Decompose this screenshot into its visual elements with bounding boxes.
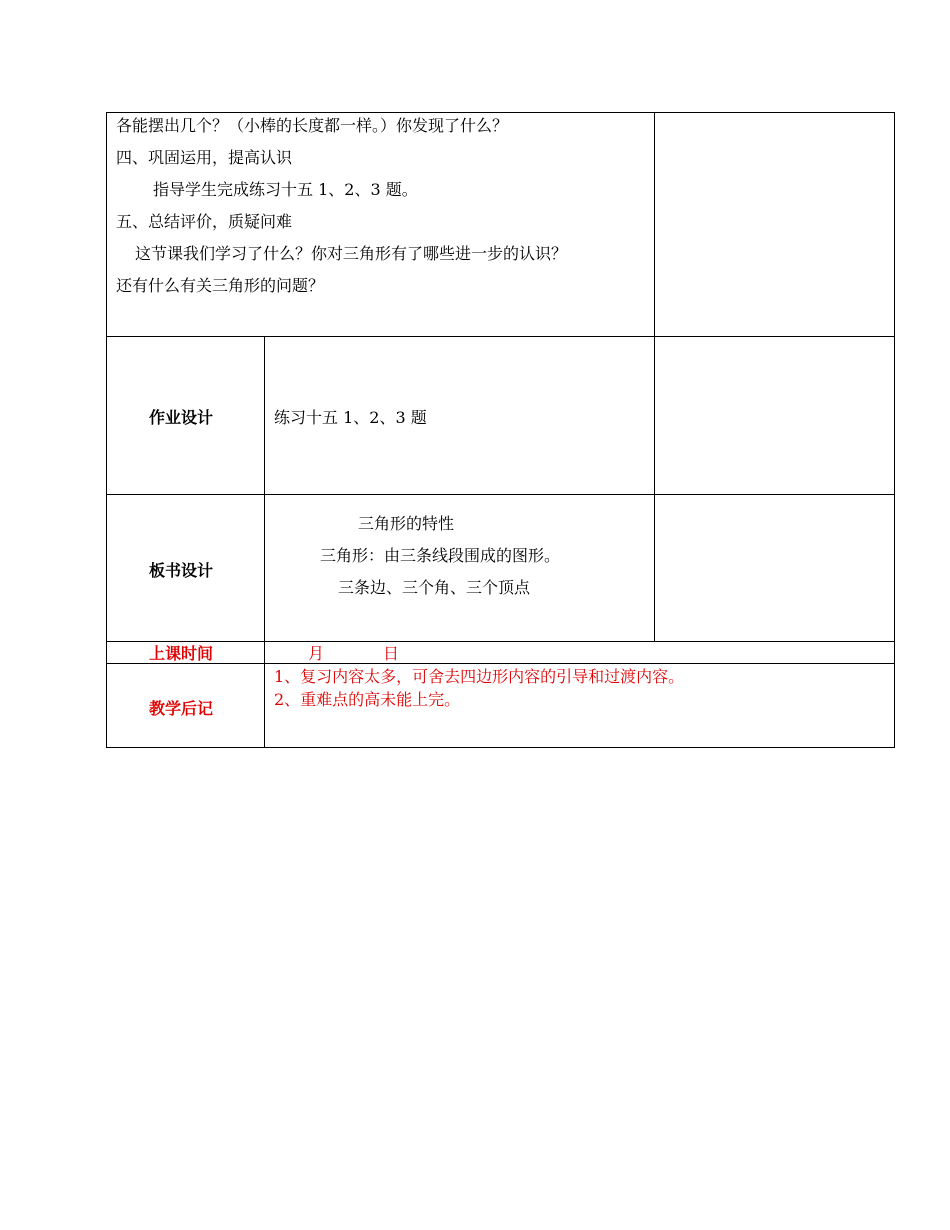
reflection-line: 1、复习内容太多，可舍去四边形内容的引导和过渡内容。 xyxy=(274,667,685,686)
top-text-line: 指导学生完成练习十五 1、2、3 题。 xyxy=(153,180,418,199)
top-text-line: 还有什么有关三角形的问题？ xyxy=(116,276,325,295)
column-divider xyxy=(654,112,655,642)
top-text-line: 这节课我们学习了什么？你对三角形有了哪些进一步的认识？ xyxy=(135,244,568,263)
table-left-border xyxy=(106,112,107,748)
homework-label: 作业设计 xyxy=(149,408,214,427)
row-divider xyxy=(106,494,895,495)
board-label: 板书设计 xyxy=(149,561,214,580)
table-bottom-border xyxy=(106,747,895,748)
top-text-line: 各能摆出几个？（小棒的长度都一样。）你发现了什么？ xyxy=(116,116,509,135)
top-text-line: 五、总结评价，质疑问难 xyxy=(116,212,293,231)
table-top-border xyxy=(106,112,895,113)
class-time-month: 月 xyxy=(308,644,325,663)
row-divider xyxy=(106,336,895,337)
row-divider xyxy=(106,641,895,642)
board-line: 三角形：由三条线段围成的图形。 xyxy=(320,546,561,565)
class-time-label: 上课时间 xyxy=(149,644,214,663)
top-text-line: 四、巩固运用，提高认识 xyxy=(116,148,293,167)
board-line: 三条边、三个角、三个顶点 xyxy=(338,578,531,597)
row-divider xyxy=(106,663,895,664)
reflection-label: 教学后记 xyxy=(149,699,214,718)
reflection-line: 2、重难点的高未能上完。 xyxy=(274,690,461,709)
homework-content: 练习十五 1、2、3 题 xyxy=(274,408,427,427)
class-time-day: 日 xyxy=(383,644,400,663)
column-divider xyxy=(264,336,265,748)
board-line: 三角形的特性 xyxy=(358,514,455,533)
table-right-border xyxy=(894,112,895,748)
